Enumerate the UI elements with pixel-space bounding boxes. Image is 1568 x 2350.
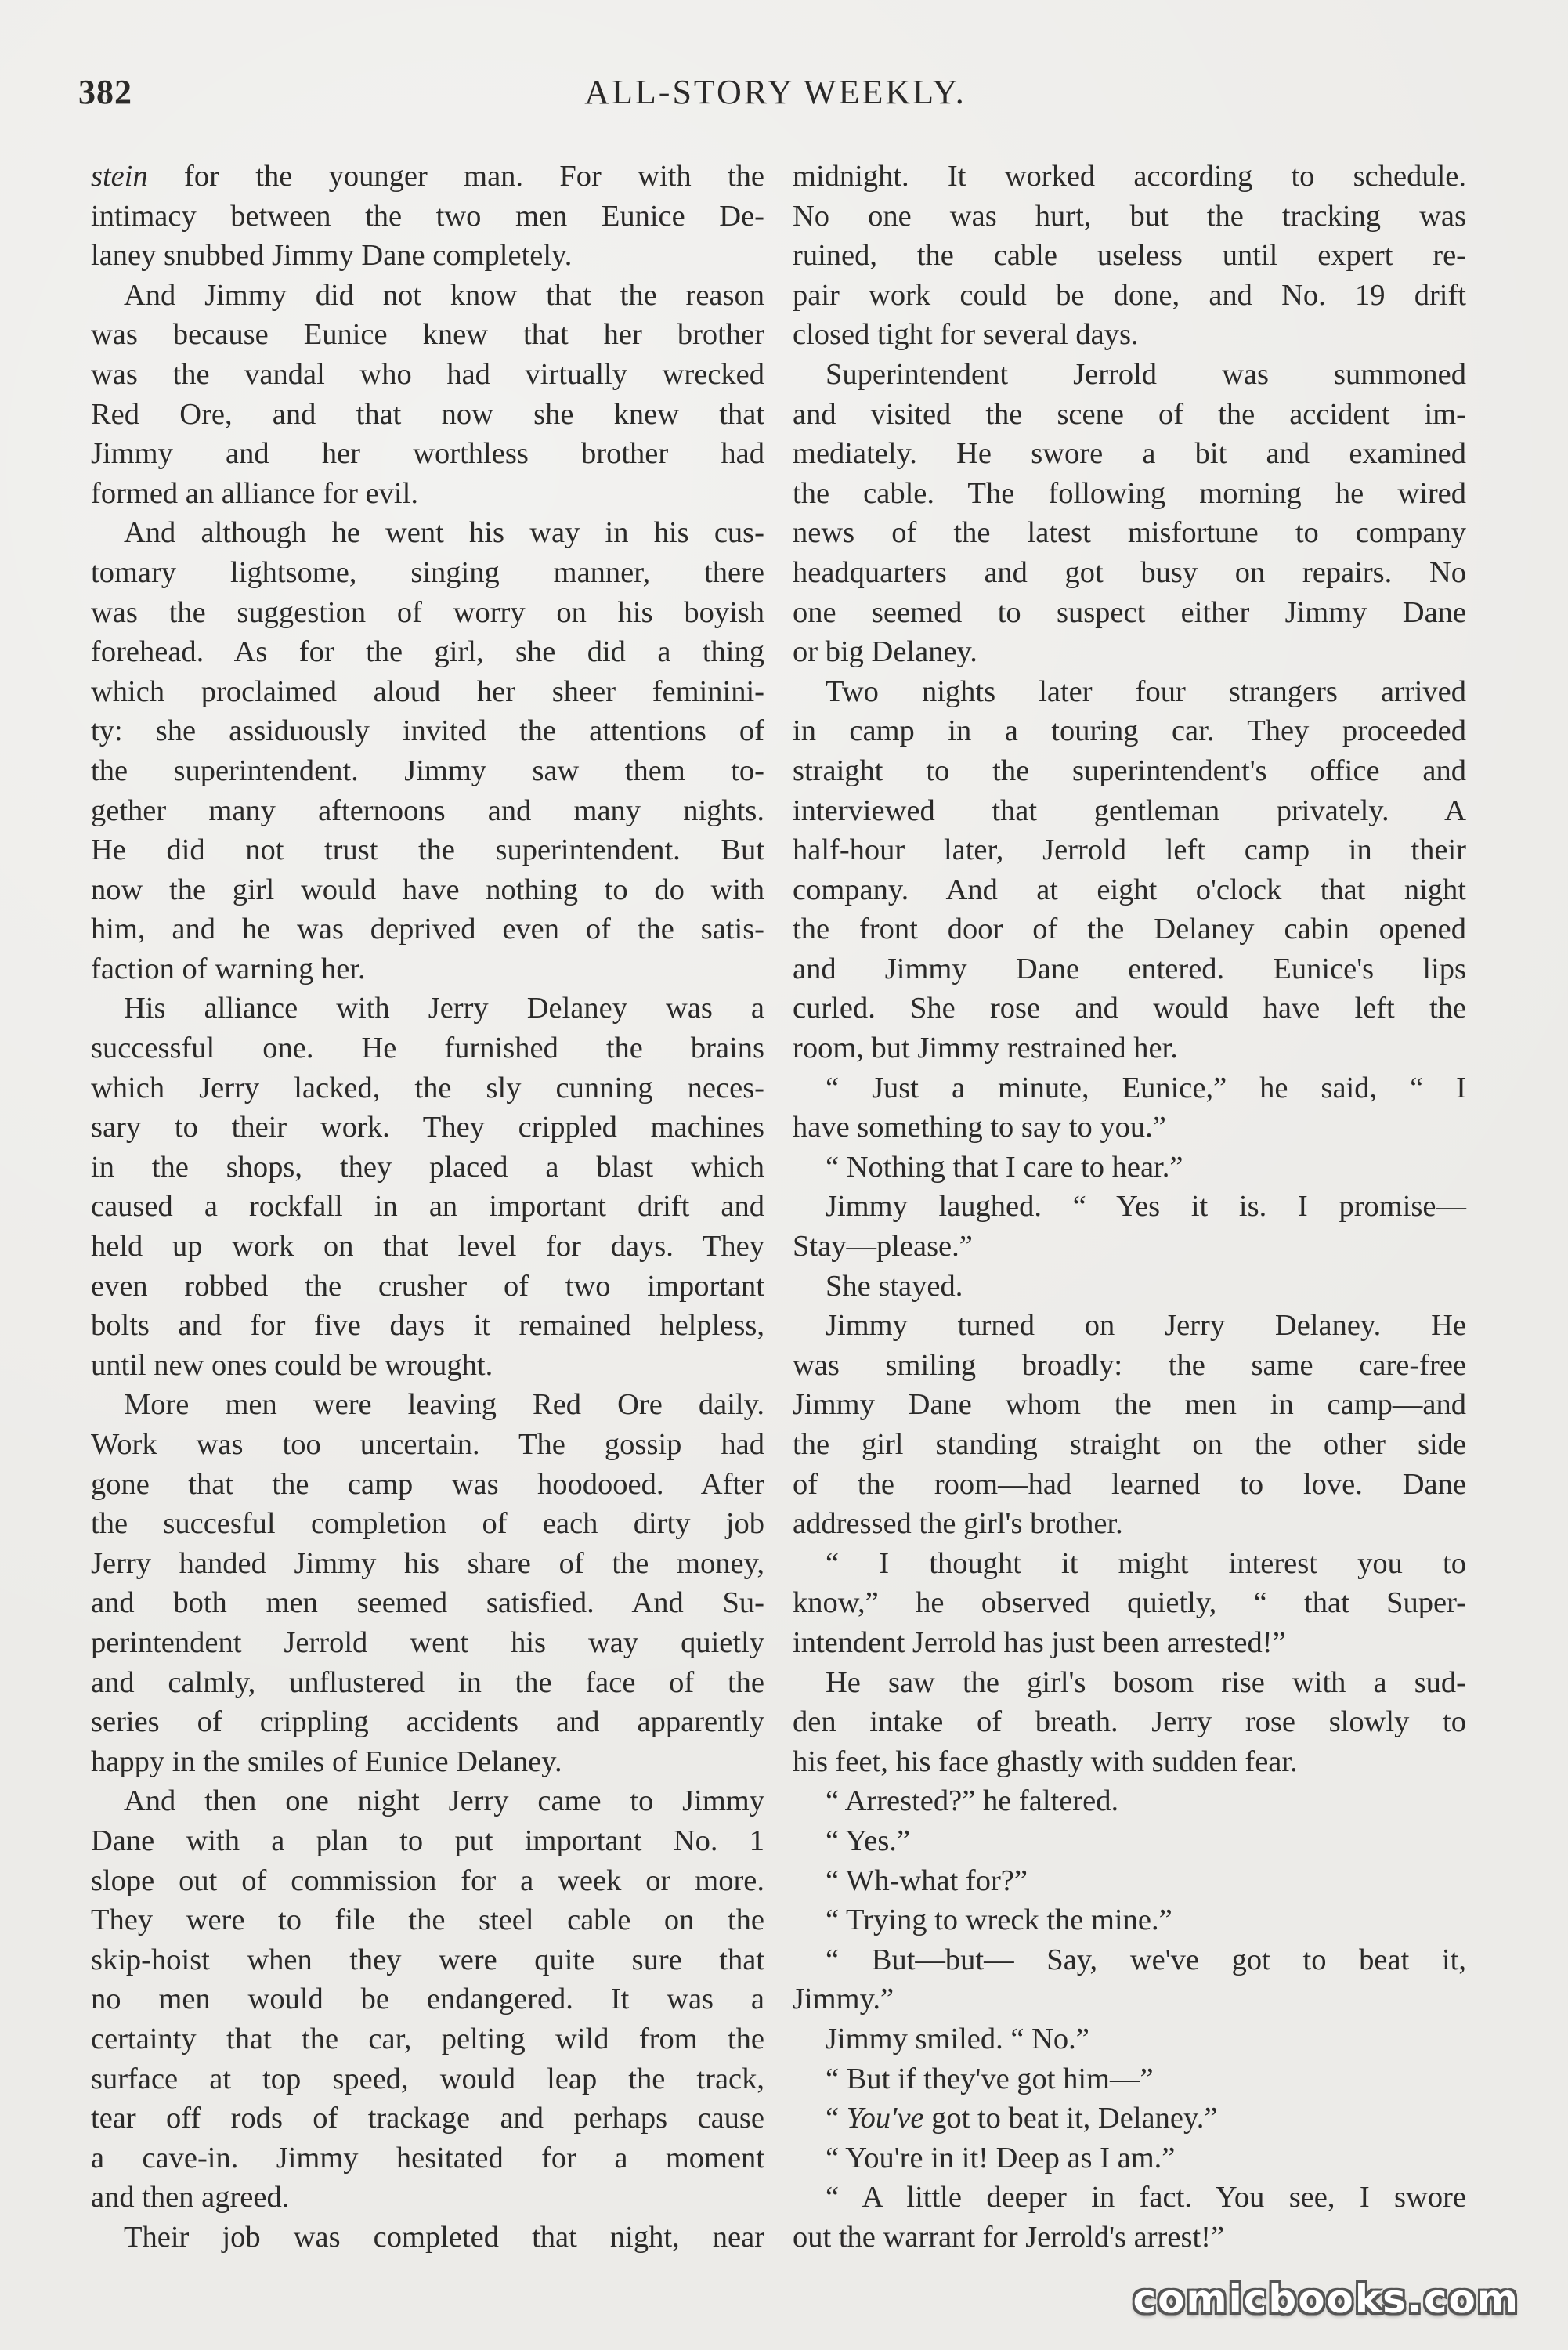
text-line: no men would be endangered. It was a (91, 1983, 764, 2016)
text-line: Their job was completed that night, near (124, 2220, 764, 2254)
text-line: until new ones could be wrought. (91, 1348, 493, 1382)
text-line: “ But if they've got him—” (826, 2062, 1154, 2095)
text-line: a cave-in. Jimmy hesitated for a moment (91, 2141, 764, 2175)
text-line: his feet, his face ghastly with sudden fear. (793, 1744, 1298, 1778)
text-line: Jimmy.” (793, 1983, 894, 2016)
text-line: Jerry handed Jimmy his share of the money, (91, 1546, 764, 1580)
text-line: tomary lightsome, singing manner, there (91, 555, 764, 589)
text-line: forehead. As for the girl, she did a thing (91, 635, 764, 669)
text-line: Work was too uncertain. The gossip had (91, 1428, 764, 1461)
text-line: “ Trying to wreck the mine.” (826, 1904, 1172, 1937)
text-line: the succesful completion of each dirty job (91, 1507, 764, 1541)
text-line: stein for the younger man. For with the (91, 160, 764, 193)
text-line: and both men seemed satisfied. And Su- (91, 1586, 764, 1620)
text-line: which proclaimed aloud her sheer feminini- (91, 674, 764, 708)
text-line: “ Yes.” (826, 1824, 911, 1857)
text-line: bolts and for five days it remained helpless, (91, 1309, 764, 1343)
text-line: “ Nothing that I care to hear.” (826, 1150, 1183, 1184)
text-line: slope out of commission for a week or more. (91, 1864, 764, 1897)
text-line: “ Wh-what for?” (826, 1864, 1028, 1897)
text-line: sary to their work. They crippled machines (91, 1111, 764, 1144)
text-line: and visited the scene of the accident im- (793, 397, 1466, 431)
text-line: His alliance with Jerry Delaney was a (124, 992, 764, 1025)
text-line: news of the latest misfortune to company (793, 516, 1466, 550)
text-line: was the vandal who had virtually wrecked (91, 357, 764, 391)
text-line: certainty that the car, pelting wild from the (91, 2022, 764, 2055)
text-line: have something to say to you.” (793, 1111, 1166, 1144)
text-line: company. And at eight o'clock that night (793, 873, 1466, 906)
text-line: out the warrant for Jerrold's arrest!” (793, 2220, 1225, 2254)
text-line: “ But—but— Say, we've got to beat it, (826, 1943, 1466, 1976)
text-line: midnight. It worked according to schedule. (793, 160, 1466, 193)
right-text-column (793, 157, 1466, 2257)
text-line: happy in the smiles of Eunice Delaney. (91, 1744, 562, 1778)
text-line: perintendent Jerrold went his way quietly (91, 1625, 764, 1659)
text-line: “ A little deeper in fact. You see, I swore (826, 2181, 1466, 2214)
running-title: ALL-STORY WEEKLY. (584, 73, 966, 111)
text-line: or big Delaney. (793, 635, 977, 669)
text-line: straight to the superintendent's office and (793, 754, 1466, 787)
page-header (78, 72, 1472, 127)
text-line: intendent Jerrold has just been arrested!” (793, 1625, 1286, 1659)
text-line: and then agreed. (91, 2181, 290, 2214)
text-line: was smiling broadly: the same care-free (793, 1348, 1466, 1382)
text-line: surface at top speed, would leap the track, (91, 2062, 764, 2095)
text-line: the superintendent. Jimmy saw them to- (91, 754, 764, 787)
text-line: which Jerry lacked, the sly cunning neces- (91, 1071, 764, 1104)
text-line: mediately. He swore a bit and examined (793, 437, 1466, 471)
text-line: series of crippling accidents and apparently (91, 1705, 764, 1739)
text-line: And Jimmy did not know that the reason (124, 278, 764, 312)
text-line: He saw the girl's bosom rise with a sud- (826, 1665, 1466, 1699)
text-line: Jimmy smiled. “ No.” (826, 2022, 1089, 2055)
text-line: And although he went his way in his cus- (124, 516, 764, 550)
text-line: They were to file the steel cable on the (91, 1904, 764, 1937)
text-line: successful one. He furnished the brains (91, 1032, 764, 1065)
text-line: “ Arrested?” he faltered. (826, 1784, 1119, 1818)
left-text-column (91, 157, 764, 2257)
text-line: No one was hurt, but the tracking was (793, 199, 1466, 233)
text-line: held up work on that level for days. They (91, 1230, 764, 1264)
text-line: He did not trust the superintendent. But (91, 833, 764, 867)
text-line: one seemed to suspect either Jimmy Dane (793, 595, 1466, 629)
text-line: caused a rockfall in an important drift and (91, 1190, 764, 1224)
text-line: She stayed. (826, 1269, 963, 1303)
text-line: ruined, the cable useless until expert re- (793, 239, 1466, 273)
text-line: even robbed the crusher of two important (91, 1269, 764, 1303)
text-line: “ You've got to beat it, Delaney.” (826, 2102, 1218, 2135)
text-line: skip-hoist when they were quite sure that (91, 1943, 764, 1976)
text-line: “ You're in it! Deep as I am.” (826, 2141, 1176, 2175)
text-line: interviewed that gentleman privately. A (793, 794, 1466, 827)
text-line: Dane with a plan to put important No. 1 (91, 1824, 764, 1857)
text-line: intimacy between the two men Eunice De- (91, 199, 764, 233)
text-line: half-hour later, Jerrold left camp in their (793, 833, 1466, 867)
text-line: Red Ore, and that now she knew that (91, 397, 764, 431)
text-line: now the girl would have nothing to do with (91, 873, 764, 906)
text-line: of the room—had learned to love. Dane (793, 1467, 1466, 1501)
text-line: Stay—please.” (793, 1230, 973, 1264)
text-line: the cable. The following morning he wired (793, 476, 1466, 510)
text-line: curled. She rose and would have left the (793, 992, 1466, 1025)
text-line: headquarters and got busy on repairs. No (793, 555, 1466, 589)
text-line: Superintendent Jerrold was summoned (826, 357, 1466, 391)
text-line: formed an alliance for evil. (91, 476, 418, 510)
text-line: in the shops, they placed a blast which (91, 1150, 764, 1184)
text-line: addressed the girl's brother. (793, 1507, 1123, 1541)
text-line: room, but Jimmy restrained her. (793, 1032, 1178, 1065)
text-line: the front door of the Delaney cabin opened (793, 913, 1466, 946)
text-line: den intake of breath. Jerry rose slowly to (793, 1705, 1466, 1739)
text-line: him, and he was deprived even of the satis- (91, 913, 764, 946)
text-line: in camp in a touring car. They proceeded (793, 714, 1466, 748)
text-line: was the suggestion of worry on his boyish (91, 595, 764, 629)
text-line: pair work could be done, and No. 19 drift (793, 278, 1466, 312)
text-line: gether many afternoons and many nights. (91, 794, 764, 827)
text-line: “ Just a minute, Eunice,” he said, “ I (826, 1071, 1466, 1104)
text-line: Jimmy turned on Jerry Delaney. He (826, 1309, 1466, 1343)
text-line: gone that the camp was hoodooed. After (91, 1467, 764, 1501)
text-line: the girl standing straight on the other side (793, 1428, 1466, 1461)
text-line: Jimmy Dane whom the men in camp—and (793, 1388, 1466, 1422)
text-line: was because Eunice knew that her brother (91, 318, 764, 352)
text-line: faction of warning her. (91, 952, 366, 985)
text-line: Jimmy laughed. “ Yes it is. I promise— (826, 1190, 1466, 1224)
text-line: Jimmy and her worthless brother had (91, 437, 764, 471)
text-line: closed tight for several days. (793, 318, 1139, 352)
text-line: and calmly, unflustered in the face of the (91, 1665, 764, 1699)
text-line: and Jimmy Dane entered. Eunice's lips (793, 952, 1466, 985)
text-line: know,” he observed quietly, “ that Super- (793, 1586, 1466, 1620)
text-line: tear off rods of trackage and perhaps cause (91, 2102, 764, 2135)
text-line: “ I thought it might interest you to (826, 1546, 1466, 1580)
text-line: laney snubbed Jimmy Dane completely. (91, 239, 573, 273)
text-line: ty: she assiduously invited the attentions of (91, 714, 764, 748)
text-line: And then one night Jerry came to Jimmy (124, 1784, 764, 1818)
page-number: 382 (78, 73, 132, 111)
text-line: More men were leaving Red Ore daily. (124, 1388, 764, 1422)
text-line: Two nights later four strangers arrived (826, 674, 1466, 708)
watermark-logo: comicbooks.com (1133, 2276, 1519, 2322)
